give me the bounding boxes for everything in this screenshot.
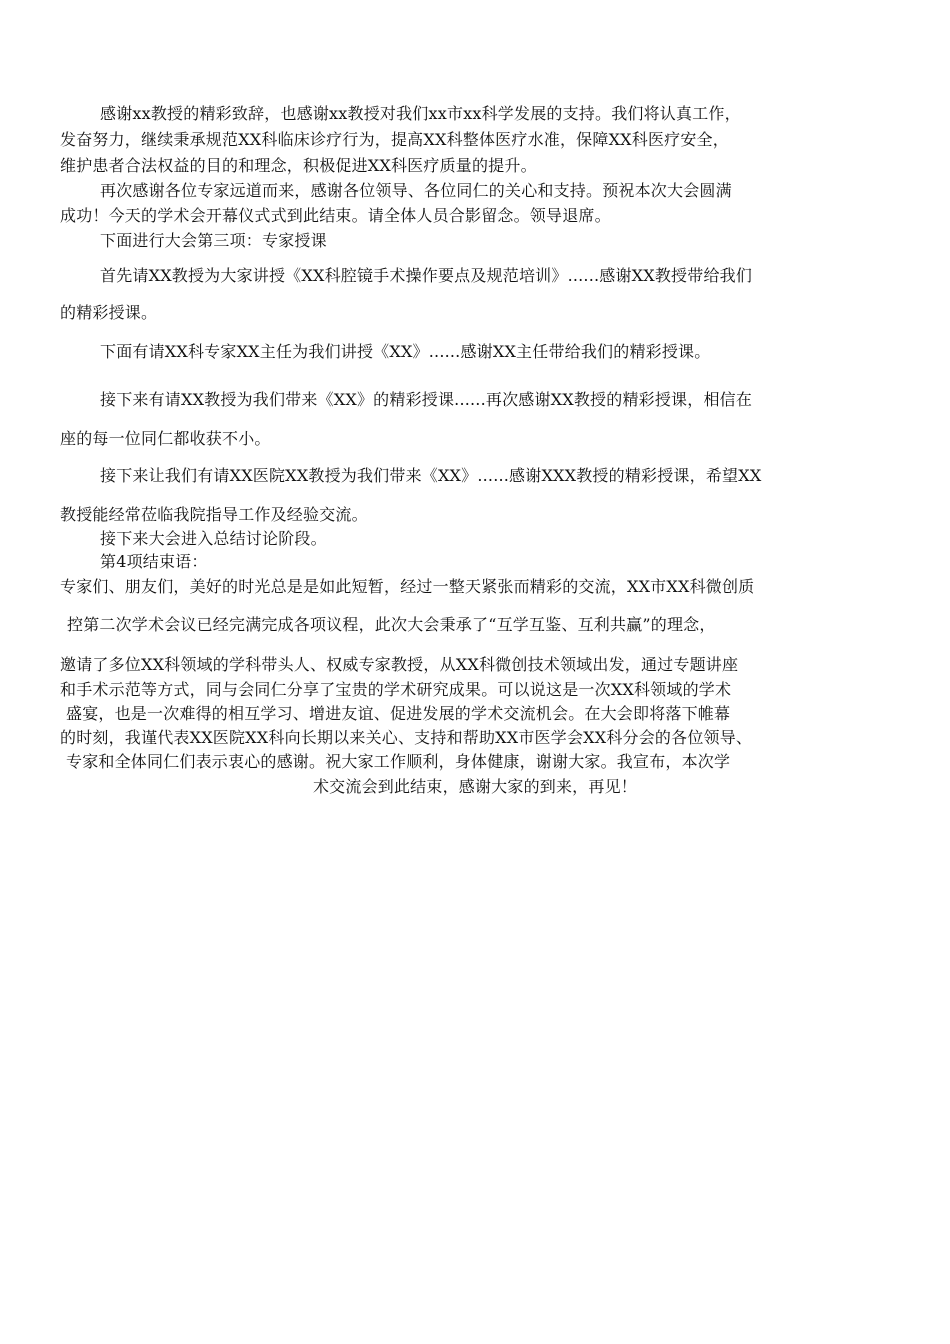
- paragraph-line: 维护患者合法权益的目的和理念，积极促进XX科医疗质量的提升。: [60, 156, 537, 175]
- paragraph-line: 首先请XX教授为大家讲授《XX科腔镜手术操作要点及规范培训》......感谢XX教授带给我们: [100, 266, 753, 285]
- paragraph-line: 专家们、朋友们，美好的时光总是是如此短暂，经过一整天紧张而精彩的交流，XX市XX科微创质: [60, 577, 755, 596]
- paragraph-line: 教授能经常莅临我院指导工作及经验交流。: [60, 505, 368, 524]
- paragraph-line: 再次感谢各位专家远道而来，感谢各位领导、各位同仁的关心和支持。预祝本次大会圆满: [100, 181, 732, 200]
- closing-line: 术交流会到此结束，感谢大家的到来，再见！: [312, 777, 637, 796]
- paragraph-line: 发奋努力，继续秉承规范XX科临床诊疗行为，提高XX科整体医疗水准，保障XX科医疗安全，: [60, 130, 729, 149]
- paragraph-line: 接下来让我们有请XX医院XX教授为我们带来《XX》......感谢XXX教授的精彩授课，希望XX: [100, 466, 762, 485]
- paragraph-line: 接下来有请XX教授为我们带来《XX》的精彩授课......再次感谢XX教授的精彩授课，相信在: [100, 390, 753, 409]
- paragraph-line: 控第二次学术会议已经完满完成各项议程，此次大会秉承了“互学互鉴、互利共赢”的理念，: [67, 615, 716, 634]
- paragraph-line: 盛宴，也是一次难得的相互学习、增进友谊、促进发展的学术交流机会。在大会即将落下帷幕: [66, 704, 731, 723]
- paragraph-line: 和手术示范等方式，同与会同仁分享了宝贵的学术研究成果。可以说这是一次XX科领域的学术: [60, 680, 732, 699]
- section-heading: 下面进行大会第三项：专家授课: [100, 231, 327, 250]
- paragraph-line: 成功！今天的学术会开幕仪式式到此结束。请全体人员合影留念。领导退席。: [60, 206, 611, 225]
- paragraph-line: 的时刻，我谨代表XX医院XX科向长期以来关心、支持和帮助XX市医学会XX科分会的各位领导、: [60, 728, 753, 747]
- section-heading: 第4项结束语：: [100, 552, 208, 571]
- paragraph-line: 感谢xx教授的精彩致辞，也感谢xx教授对我们xx市xx科学发展的支持。我们将认真工作，: [100, 104, 741, 123]
- paragraph-line: 专家和全体同仁们表示衷心的感谢。祝大家工作顺利，身体健康，谢谢大家。我宣布，本次学: [66, 752, 731, 771]
- paragraph-line: 邀请了多位XX科领域的学科带头人、权威专家教授，从XX科微创技术领域出发，通过专题讲座: [60, 655, 739, 674]
- paragraph-line: 的精彩授课。: [60, 303, 158, 322]
- paragraph-line: 接下来大会进入总结讨论阶段。: [100, 529, 327, 548]
- paragraph-line: 座的每一位同仁都收获不小。: [60, 429, 271, 448]
- paragraph-line: 下面有请XX科专家XX主任为我们讲授《XX》......感谢XX主任带给我们的精彩授课。: [100, 342, 711, 361]
